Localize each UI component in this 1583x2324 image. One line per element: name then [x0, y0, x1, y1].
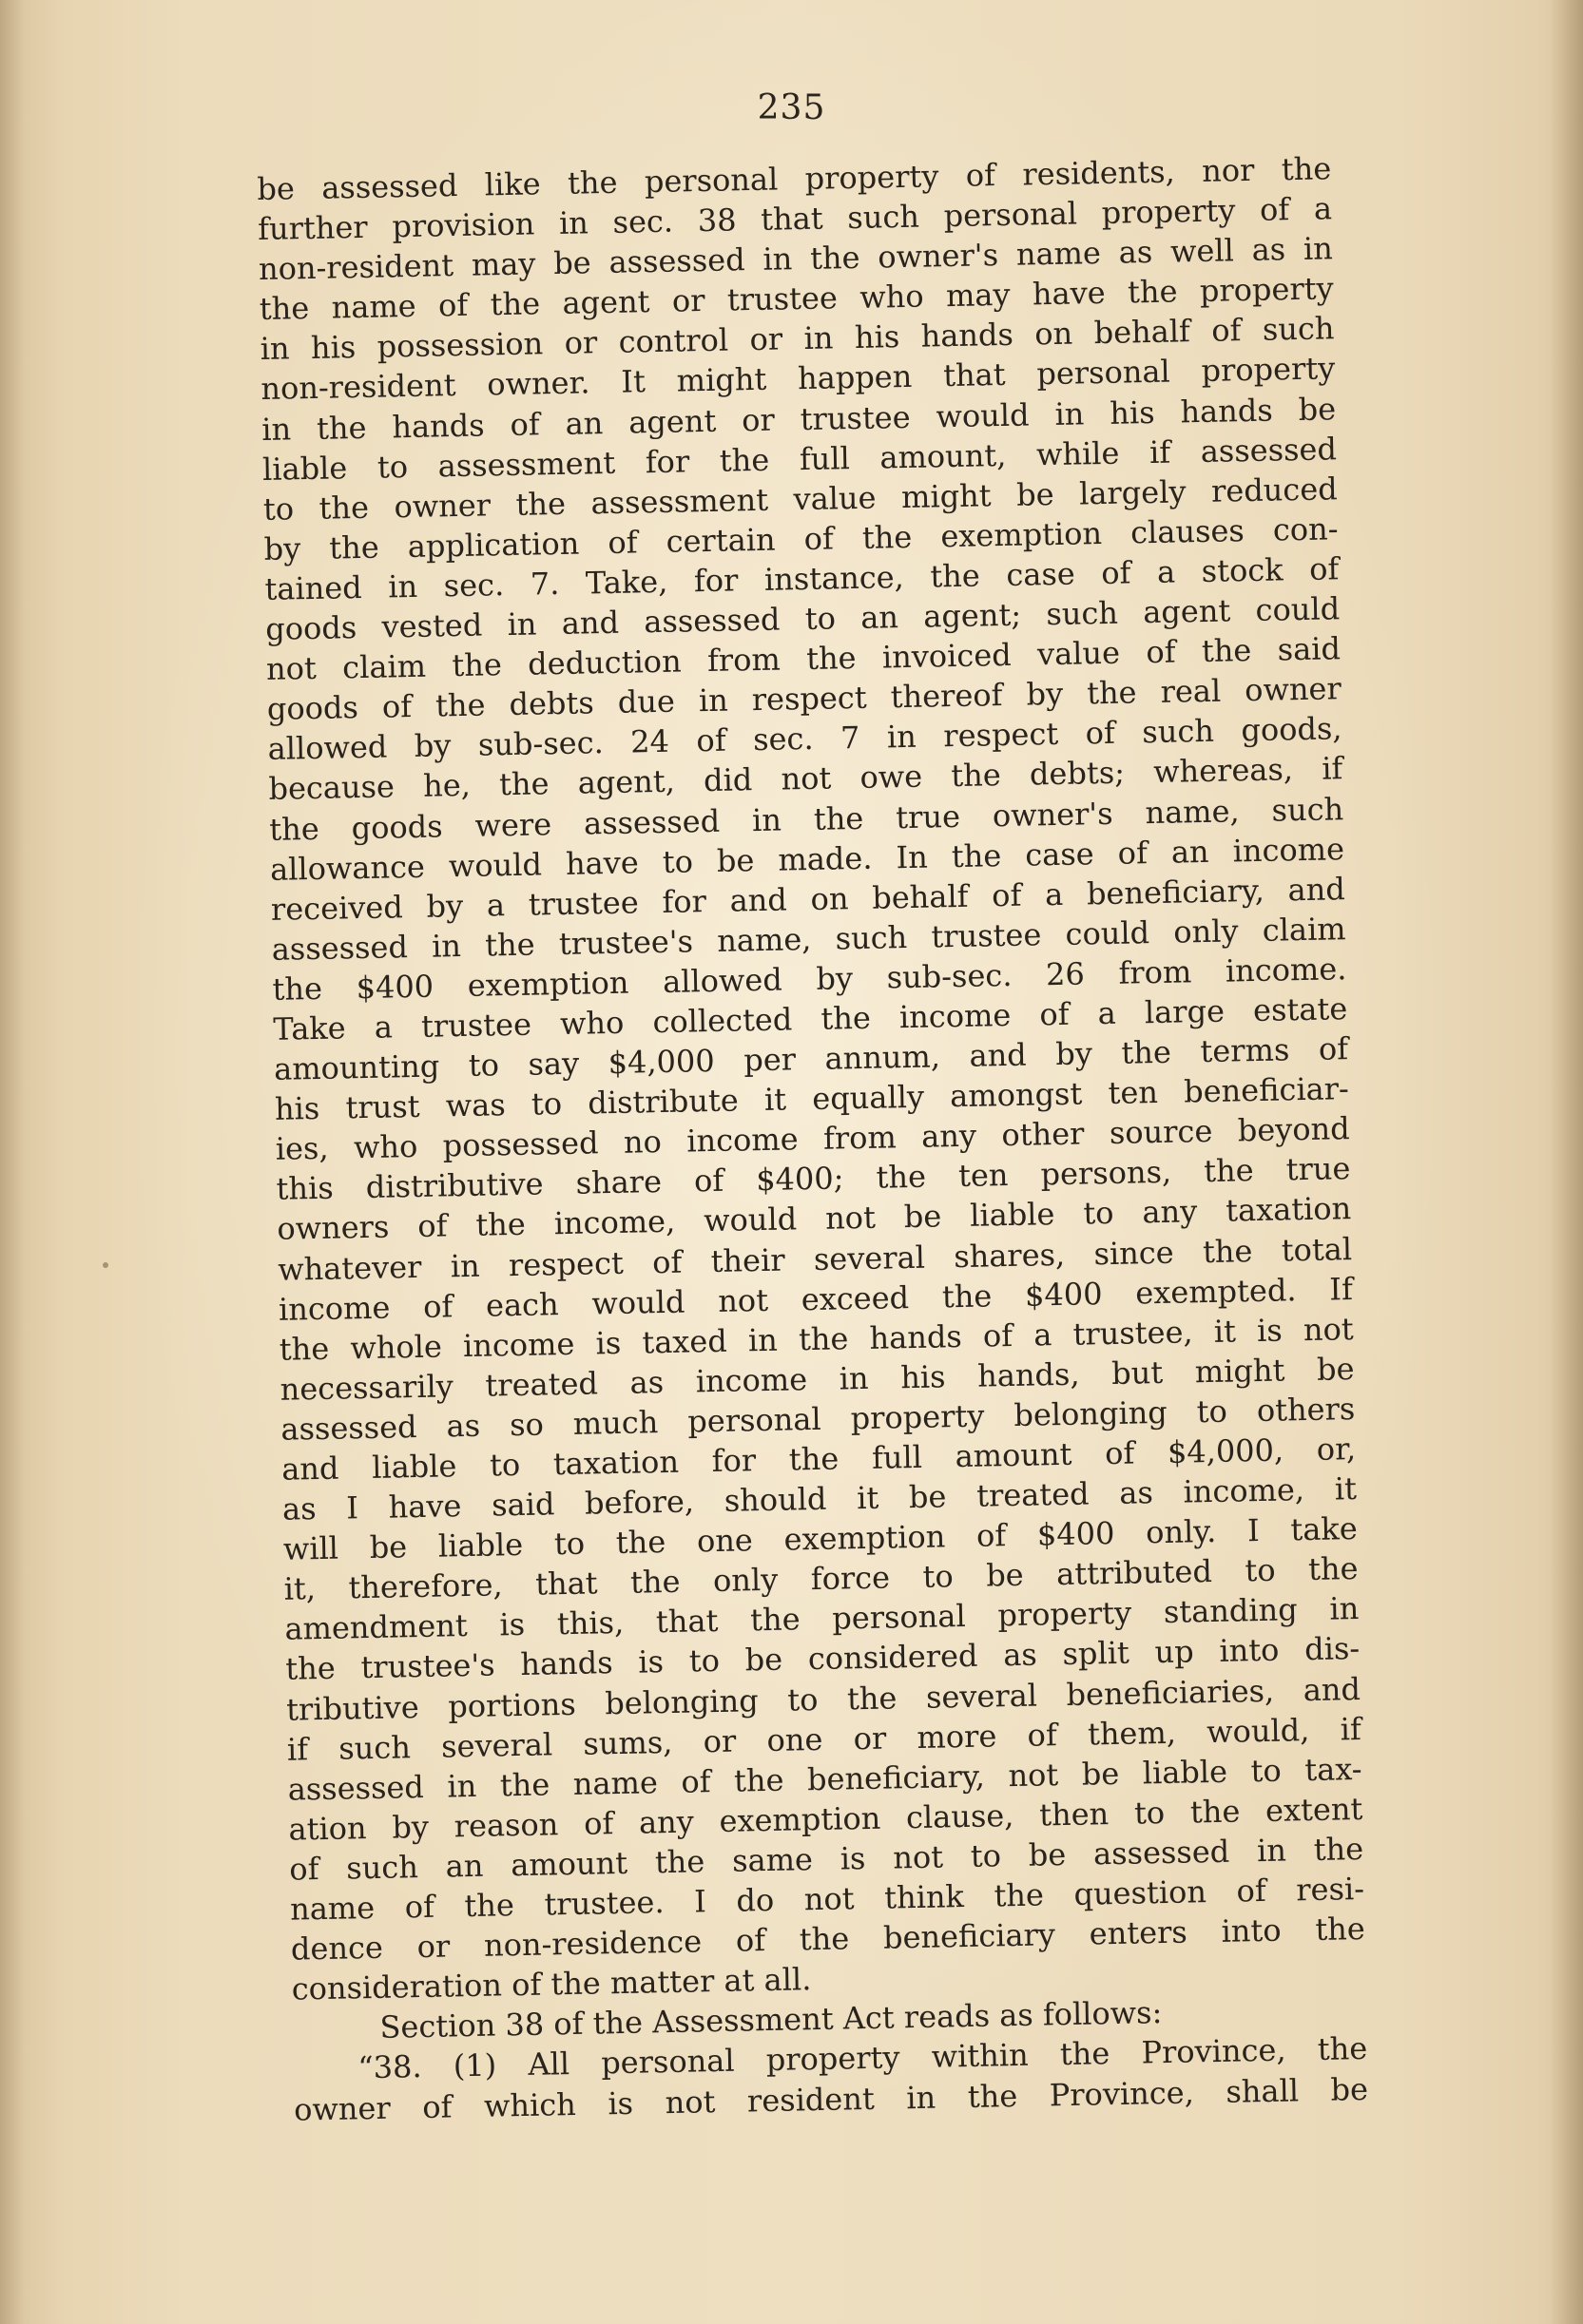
- text-line: the trustee's hands is to be considered as split up into dis-: [284, 1630, 1361, 1688]
- paper-speck: [103, 1262, 108, 1268]
- text-line: as I have said before, should it be treated as income, it: [281, 1470, 1358, 1527]
- text-line: non-resident may be assessed in the owner's name as well as in: [258, 230, 1334, 288]
- text-line: allowance would have to be made. In the case of an income: [269, 830, 1345, 888]
- text-line: of such an amount the same is not to be assessed in the: [288, 1830, 1364, 1888]
- text-line: goods of the debts due in respect thereof by the real owner: [266, 670, 1342, 728]
- text-line: the whole income is taxed in the hands of a trustee, it is not: [279, 1310, 1354, 1368]
- text-line: his trust was to distribute it equally amongst ten beneficiar-: [274, 1070, 1350, 1127]
- text-line: allowed by sub-sec. 24 of sec. 7 in respect of such goods,: [267, 710, 1342, 768]
- page-binding-shadow: [0, 0, 25, 2324]
- text-line: if such several sums, or one or more of them, would, if: [286, 1710, 1362, 1768]
- text-line: assessed in the name of the beneficiary, not be liable to tax-: [287, 1750, 1362, 1808]
- text-line: tained in sec. 7. Take, for instance, the case of a stock of: [264, 550, 1340, 607]
- text-line: to the owner the assessment value might be largely reduced: [262, 470, 1339, 528]
- text-line: assessed in the trustee's name, such trustee could only claim: [271, 910, 1346, 968]
- paragraph-end-line: consideration of the matter at all.: [291, 1961, 812, 2007]
- text-line: amounting to say $4,000 per annum, and by the terms of: [273, 1030, 1349, 1087]
- text-line: assessed as so much personal property belonging to others: [280, 1390, 1356, 1448]
- body-text: [257, 148, 1368, 2129]
- text-line: goods vested in and assessed to an agent; such agent could: [264, 590, 1341, 647]
- text-line: the $400 exemption allowed by sub-sec. 26 from income.: [272, 951, 1347, 1008]
- text-line: the goods were assessed in the true owner's name, such: [268, 790, 1344, 848]
- text-line: ies, who possessed no income from any other source beyond: [275, 1110, 1350, 1168]
- text-line: name of the trustee. I do not think the question of resi-: [289, 1871, 1365, 1928]
- text-line: whatever in respect of their several shares, since the total: [277, 1230, 1353, 1288]
- quoted-statute-line: owner of which is not resident in the Province, shall be: [293, 2070, 1369, 2128]
- text-line: by the application of certain of the exemption clauses con-: [263, 510, 1339, 567]
- text-line: ation by reason of any exemption clause, then to the extent: [288, 1790, 1363, 1848]
- text-line: dence or non-residence of the beneficiary enters into the: [290, 1911, 1366, 1968]
- text-line: further provision in sec. 38 that such personal property of a: [257, 190, 1333, 248]
- text-line: and liable to taxation for the full amount of $4,000, or,: [280, 1431, 1357, 1488]
- text-line: this distributive share of $400; the ten persons, the true: [276, 1150, 1351, 1208]
- text-line: non-resident owner. It might happen that personal property: [261, 350, 1336, 408]
- text-line: necessarily treated as income in his hands, but might be: [280, 1350, 1355, 1408]
- section-heading-line: Section 38 of the Assessment Act reads as follows:: [379, 1994, 1163, 2046]
- text-line: in his possession or control or in his hands on behalf of such: [260, 310, 1335, 368]
- text-line: be assessed like the personal property of residents, nor the: [257, 150, 1332, 207]
- text-line: not claim the deduction from the invoiced value of the said: [265, 630, 1342, 688]
- text-line: it, therefore, that the only force to be attributed to the: [283, 1550, 1359, 1608]
- text-line: liable to assessment for the full amount, while if assessed: [261, 430, 1338, 488]
- text-line: tributive portions belonging to the several beneficiaries, and: [285, 1670, 1361, 1728]
- text-line: received by a trustee for and on behalf of a beneficiary, and: [270, 870, 1346, 928]
- quoted-statute-line: “38. (1) All personal property within the Province, the: [357, 2030, 1368, 2086]
- page-number: 235: [757, 88, 826, 127]
- text-line: in the hands of an agent or trustee would in his hands be: [261, 390, 1337, 448]
- text-line: Take a trustee who collected the income of a large estate: [273, 990, 1348, 1047]
- page-edge-shadow: [1551, 0, 1583, 2324]
- text-line: amendment is this, that the personal property standing in: [284, 1590, 1360, 1648]
- text-line: income of each would not exceed the $400 exempted. If: [278, 1270, 1354, 1328]
- text-line: because he, the agent, did not owe the debts; whereas, if: [268, 750, 1343, 808]
- text-line: owners of the income, would not be liable to any taxation: [277, 1190, 1352, 1248]
- text-line: will be liable to the one exemption of $400 only. I take: [282, 1510, 1359, 1567]
- text-line: the name of the agent or trustee who may have the property: [259, 270, 1334, 328]
